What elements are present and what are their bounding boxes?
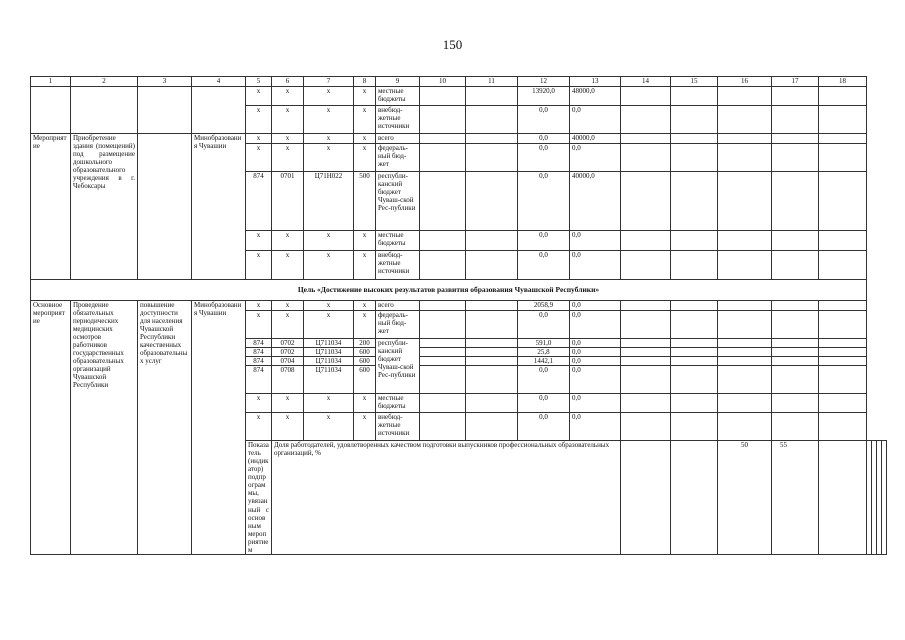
table-cell <box>671 87 718 106</box>
header-cell: 8 <box>354 77 376 87</box>
funding-source: внебюд-жетные источники <box>376 106 420 134</box>
table-cell: х <box>272 87 304 106</box>
funding-source: местные бюджеты <box>376 394 420 413</box>
table-cell <box>718 348 772 357</box>
executor: Минобразования Чувашии <box>192 134 246 280</box>
table-cell: х <box>272 413 304 441</box>
table-cell: х <box>304 231 354 251</box>
table-cell: 0,0 <box>518 251 570 280</box>
table-cell: 0,0 <box>518 394 570 413</box>
indicator-value: 50 <box>718 441 772 555</box>
table-cell <box>621 87 671 106</box>
funding-source: федераль-ный бюд-жет <box>376 144 420 172</box>
table-cell <box>420 413 466 441</box>
table-cell: 874 <box>246 172 272 231</box>
table-cell: 874 <box>246 339 272 348</box>
table-cell <box>621 106 671 134</box>
table-cell: Ц71Н022 <box>304 172 354 231</box>
indicator-label: Показатель (индикатор) подпрограммы, увязанный с основным мероприятием <box>246 441 272 555</box>
table-cell: х <box>354 394 376 413</box>
executor: Минобразования Чувашии <box>192 301 246 555</box>
table-cell: х <box>354 413 376 441</box>
table-cell <box>819 231 867 251</box>
table-cell: х <box>272 231 304 251</box>
table-cell <box>718 172 772 231</box>
table-cell <box>819 87 867 106</box>
table-cell: х <box>246 231 272 251</box>
table-cell: 13920,0 <box>518 87 570 106</box>
table-cell <box>31 87 71 134</box>
table-cell <box>420 348 466 357</box>
table-cell <box>621 311 671 339</box>
table-cell: 48000,0 <box>570 87 621 106</box>
table-cell <box>772 366 819 394</box>
table-cell <box>420 357 466 366</box>
budget-table <box>30 76 887 555</box>
table-cell: 600 <box>354 366 376 394</box>
table-cell <box>882 441 887 555</box>
table-cell <box>718 87 772 106</box>
funding-source: всего <box>376 134 420 144</box>
header-cell: 16 <box>718 77 772 87</box>
table-cell <box>466 251 518 280</box>
table-cell: 0,0 <box>570 251 621 280</box>
header-cell: 4 <box>192 77 246 87</box>
goal-heading: Цель «Достижение высоких результатов развития образования Чувашской Республики» <box>31 280 867 301</box>
table-cell <box>772 394 819 413</box>
table-cell: х <box>246 251 272 280</box>
activity-name: Приобретение здания (помещений) под размещение дошкольного образовательного учреждения в г. Чебоксары <box>71 134 138 280</box>
table-cell <box>420 134 466 144</box>
table-cell <box>819 394 867 413</box>
table-cell: 0,0 <box>570 357 621 366</box>
table-cell: 874 <box>246 357 272 366</box>
table-cell <box>420 311 466 339</box>
header-cell: 7 <box>304 77 354 87</box>
table-cell: 0,0 <box>570 144 621 172</box>
table-cell: 874 <box>246 366 272 394</box>
table-cell <box>718 231 772 251</box>
table-cell <box>718 251 772 280</box>
table-cell: х <box>354 301 376 311</box>
table-cell: х <box>272 106 304 134</box>
table-cell: 591,0 <box>518 339 570 348</box>
table-cell: 0,0 <box>570 311 621 339</box>
table-cell <box>420 106 466 134</box>
table-cell: Ц711034 <box>304 366 354 394</box>
table-cell <box>420 301 466 311</box>
table-cell: х <box>272 144 304 172</box>
table-cell <box>819 413 867 441</box>
table-cell <box>621 413 671 441</box>
funding-source: федераль-ный бюд-жет <box>376 311 420 339</box>
table-cell <box>621 144 671 172</box>
table-cell: 500 <box>354 172 376 231</box>
activity-name: Проведение обязательных периодических медицинских осмотров работников государственных образовательных организаций Чувашской Республики <box>71 301 138 555</box>
table-cell: 0,0 <box>518 134 570 144</box>
table-cell: х <box>304 413 354 441</box>
indicator-text: Доля работодателей, удовлетворенных качеством подготовки выпускников профессиональных образовательных организаций, % <box>272 441 621 555</box>
table-cell <box>718 134 772 144</box>
header-cell: 1 <box>31 77 71 87</box>
table-cell: Ц711034 <box>304 339 354 348</box>
indicator-value: 55 <box>772 441 819 555</box>
expected-result: повышение доступности для населения Чувашской Республики качественных образовательных услуг <box>138 301 192 555</box>
table-cell <box>621 348 671 357</box>
table-cell <box>718 339 772 348</box>
table-cell: 0,0 <box>570 231 621 251</box>
table-cell: х <box>272 134 304 144</box>
table-cell <box>138 134 192 280</box>
table-cell <box>621 251 671 280</box>
table-cell: 0,0 <box>570 348 621 357</box>
table-cell <box>819 301 867 311</box>
table-cell <box>466 106 518 134</box>
table-cell <box>671 172 718 231</box>
table-cell: 0,0 <box>518 172 570 231</box>
table-cell: х <box>354 87 376 106</box>
table-cell: х <box>304 251 354 280</box>
table-cell <box>420 366 466 394</box>
table-cell: 0,0 <box>518 311 570 339</box>
table-cell <box>772 311 819 339</box>
table-cell: х <box>354 311 376 339</box>
table-cell: 0702 <box>272 348 304 357</box>
table-cell: х <box>354 251 376 280</box>
table-cell <box>671 134 718 144</box>
table-cell <box>772 348 819 357</box>
header-cell: 5 <box>246 77 272 87</box>
table-cell: х <box>304 394 354 413</box>
table-cell <box>138 87 192 134</box>
table-cell: х <box>304 87 354 106</box>
table-cell <box>621 441 671 555</box>
table-cell <box>671 311 718 339</box>
table-cell: х <box>246 134 272 144</box>
table-cell <box>819 357 867 366</box>
table-cell <box>621 357 671 366</box>
table-cell: х <box>246 311 272 339</box>
table-cell <box>466 413 518 441</box>
table-cell <box>819 172 867 231</box>
table-cell: х <box>272 394 304 413</box>
table-cell: 0708 <box>272 366 304 394</box>
table-cell <box>466 357 518 366</box>
activity-kind: Основное мероприятие <box>31 301 71 555</box>
table-cell <box>466 339 518 348</box>
table-cell <box>671 301 718 311</box>
table-cell: х <box>246 394 272 413</box>
table-cell <box>772 301 819 311</box>
table-cell <box>671 348 718 357</box>
table-cell <box>772 231 819 251</box>
table-cell <box>192 87 246 134</box>
table-cell <box>718 366 772 394</box>
table-row <box>31 87 887 106</box>
table-cell <box>718 311 772 339</box>
table-cell: 0,0 <box>518 144 570 172</box>
header-cell: 17 <box>772 77 819 87</box>
table-cell <box>772 413 819 441</box>
table-cell <box>420 172 466 231</box>
table-cell: 0701 <box>272 172 304 231</box>
table-cell <box>420 251 466 280</box>
table-cell <box>621 339 671 348</box>
table-cell <box>466 366 518 394</box>
table-cell: х <box>304 144 354 172</box>
table-cell <box>819 144 867 172</box>
table-cell <box>466 172 518 231</box>
table-cell: х <box>246 413 272 441</box>
table-cell <box>466 134 518 144</box>
table-cell <box>772 144 819 172</box>
table-cell: 0,0 <box>570 413 621 441</box>
table-cell: х <box>272 251 304 280</box>
table-cell: Ц711034 <box>304 348 354 357</box>
table-cell <box>772 172 819 231</box>
funding-source: внебюд-жетные источники <box>376 413 420 441</box>
table-cell: 600 <box>354 357 376 366</box>
table-cell <box>671 366 718 394</box>
table-cell: х <box>246 87 272 106</box>
header-cell: 12 <box>518 77 570 87</box>
table-cell <box>671 251 718 280</box>
table-cell: х <box>304 311 354 339</box>
table-cell: х <box>272 301 304 311</box>
table-cell: х <box>354 134 376 144</box>
header-cell: 10 <box>420 77 466 87</box>
table-cell <box>71 87 138 134</box>
table-cell: 600 <box>354 348 376 357</box>
table-cell <box>772 251 819 280</box>
header-cell: 2 <box>71 77 138 87</box>
table-cell <box>772 87 819 106</box>
table-cell <box>772 357 819 366</box>
table-cell <box>819 106 867 134</box>
header-cell: 9 <box>376 77 420 87</box>
table-cell: х <box>246 144 272 172</box>
table-cell: 0704 <box>272 357 304 366</box>
table-cell <box>621 134 671 144</box>
header-cell: 14 <box>621 77 671 87</box>
funding-source: республи-канский бюджет Чуваш-ской Рес-публики <box>376 339 420 394</box>
table-cell <box>819 134 867 144</box>
table-cell <box>772 134 819 144</box>
table-cell: Ц711034 <box>304 357 354 366</box>
table-cell <box>420 231 466 251</box>
table-cell: х <box>354 144 376 172</box>
header-cell: 3 <box>138 77 192 87</box>
table-cell <box>420 87 466 106</box>
table-cell <box>671 357 718 366</box>
table-cell: х <box>304 106 354 134</box>
table-cell <box>671 413 718 441</box>
table-cell: 0,0 <box>518 413 570 441</box>
table-cell <box>819 366 867 394</box>
table-cell: 40000,0 <box>570 172 621 231</box>
table-cell <box>466 311 518 339</box>
table-cell <box>819 348 867 357</box>
header-cell: 11 <box>466 77 518 87</box>
table-cell <box>466 394 518 413</box>
table-cell: 0,0 <box>570 301 621 311</box>
funding-source: местные бюджеты <box>376 231 420 251</box>
table-cell: х <box>304 134 354 144</box>
table-cell <box>466 301 518 311</box>
table-cell: 0,0 <box>570 106 621 134</box>
table-cell <box>772 106 819 134</box>
table-cell <box>718 301 772 311</box>
page-number: 150 <box>442 37 463 52</box>
header-cell: 6 <box>272 77 304 87</box>
goal-row <box>31 280 887 301</box>
table-cell <box>420 394 466 413</box>
table-cell <box>466 87 518 106</box>
table-cell: х <box>272 311 304 339</box>
table-cell: 40000,0 <box>570 134 621 144</box>
table-cell: х <box>304 301 354 311</box>
table-cell <box>621 231 671 251</box>
table-cell: х <box>246 301 272 311</box>
table-cell <box>671 339 718 348</box>
table-cell <box>621 394 671 413</box>
table-cell <box>621 366 671 394</box>
table-cell <box>466 348 518 357</box>
table-row <box>31 134 887 144</box>
table-cell: х <box>246 106 272 134</box>
table-cell: х <box>354 106 376 134</box>
table-cell <box>819 441 867 555</box>
table-cell <box>671 394 718 413</box>
table-cell <box>819 251 867 280</box>
activity-kind: Мероприятие <box>31 134 71 280</box>
table-cell <box>819 339 867 348</box>
table-cell <box>671 441 718 555</box>
table-cell: х <box>354 231 376 251</box>
table-cell <box>420 144 466 172</box>
table-cell <box>420 339 466 348</box>
column-header-row <box>31 77 887 87</box>
table-cell <box>621 301 671 311</box>
table-cell: 874 <box>246 348 272 357</box>
funding-source: всего <box>376 301 420 311</box>
table-cell: 0,0 <box>570 339 621 348</box>
table-cell <box>718 394 772 413</box>
table-cell: 2058,9 <box>518 301 570 311</box>
table-cell <box>466 144 518 172</box>
table-cell <box>621 172 671 231</box>
funding-source: республи-канский бюджет Чуваш-ской Рес-публики <box>376 172 420 231</box>
table-cell: 0702 <box>272 339 304 348</box>
table-cell <box>718 106 772 134</box>
funding-source: местные бюджеты <box>376 87 420 106</box>
table-cell: 0,0 <box>570 366 621 394</box>
table-row <box>31 301 887 311</box>
table-cell <box>671 106 718 134</box>
table-cell: 0,0 <box>518 231 570 251</box>
table-cell: 0,0 <box>518 106 570 134</box>
table-cell: 0,0 <box>570 394 621 413</box>
table-cell <box>718 144 772 172</box>
table-cell: 1442,1 <box>518 357 570 366</box>
header-cell: 15 <box>671 77 718 87</box>
funding-source: внебюд-жетные источники <box>376 251 420 280</box>
table-cell <box>671 231 718 251</box>
table-cell <box>718 413 772 441</box>
table-cell <box>466 231 518 251</box>
table-cell <box>718 357 772 366</box>
table-cell <box>819 311 867 339</box>
table-cell <box>671 144 718 172</box>
table-cell <box>772 339 819 348</box>
table-cell: 200 <box>354 339 376 348</box>
table-cell: 0,0 <box>518 366 570 394</box>
table-cell: 25,8 <box>518 348 570 357</box>
header-cell: 18 <box>819 77 867 87</box>
header-cell: 13 <box>570 77 621 87</box>
